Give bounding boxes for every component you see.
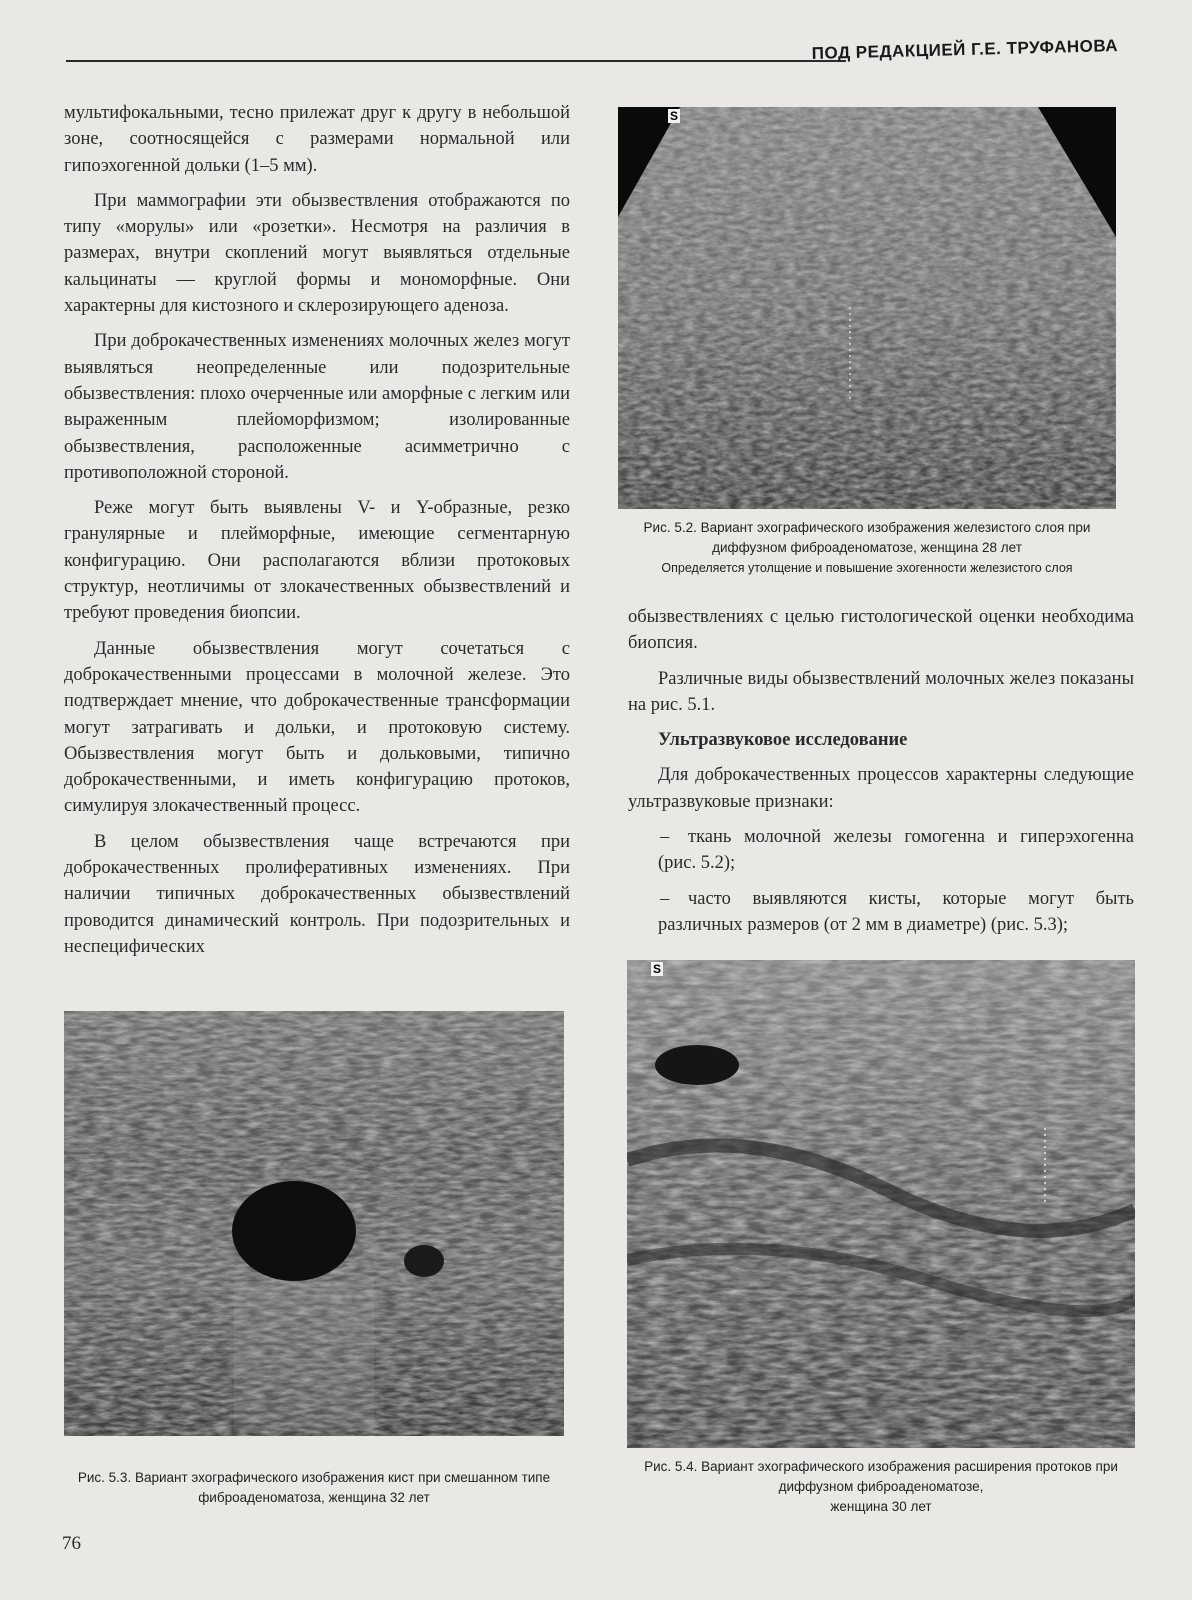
page-number: 76 bbox=[62, 1533, 81, 1554]
caption-text: Рис. 5.2. Вариант эхографического изображения железистого слоя при диффузном фиброаденоматозе, женщина 28 лет bbox=[643, 520, 1091, 555]
scan-orientation-marker: S bbox=[653, 962, 662, 976]
caption-text: Рис. 5.4. Вариант эхографического изображения расширения протоков при диффузном фиброаденоматозе, bbox=[644, 1459, 1118, 1494]
ultrasound-figure-5-4 bbox=[627, 960, 1135, 1448]
section-heading: Ультразвуковое исследование bbox=[658, 730, 908, 751]
list-item: – часто выявляются кисты, которые могут быть различных размеров (от 2 мм в диаметре) (рис. 5.3); bbox=[628, 886, 1134, 939]
figure-5-3-caption: Рис. 5.3. Вариант эхографического изображения кист при смешанном типе фиброаденоматоза, женщина 32 лет bbox=[77, 1470, 551, 1505]
paragraph: При маммографии эти обызвествления отображаются по типу «морулы» или «розетки». Несмотря на различия в размерах, внутри скоплений могут выявляться отдельные кальцинаты — круглой формы и мономорфные. Они характерны для кистозного и склерозирующего аденоза. bbox=[64, 190, 570, 317]
paragraph: Различные виды обызвествлений молочных желез показаны на рис. 5.1. bbox=[628, 668, 1134, 715]
right-text-column bbox=[628, 604, 1134, 947]
paragraph: мультифокальными, тесно прилежат друг к другу в небольшой зоне, соотносящейся с размерами нормальной или гипоэхогенной дольки (1–5 мм). bbox=[64, 103, 570, 176]
ultrasound-figure-5-2 bbox=[618, 107, 1116, 509]
ultrasound-image bbox=[64, 1011, 564, 1436]
paragraph: Данные обызвествления могут сочетаться с доброкачественными процессами в молочной железе. Это подтверждает мнение, что доброкачественные трансформации могут затрагивать и дольки, и протоковую систему. Обызвествления могут быть и дольковыми, типично доброкачественными, и иметь конфигурацию протоков, симулируя злокачественный процесс. bbox=[64, 638, 570, 817]
paragraph: При доброкачественных изменениях молочных желез могут выявляться неопределенные или подозрительные обызвествления: плохо очерченные или аморфные с легким или выраженным плейоморфизмом; изолированные обызвествления, расположенные асимметрично с противоположной стороной. bbox=[64, 331, 570, 483]
figure-5-2-caption bbox=[618, 518, 1116, 578]
scan-orientation-marker: S bbox=[670, 109, 679, 123]
paragraph: Для доброкачественных процессов характерны следующие ультразвуковые признаки: bbox=[628, 765, 1134, 812]
list-item: – ткань молочной железы гомогенна и гиперэхогенна (рис. 5.2); bbox=[628, 824, 1134, 877]
caption-note: Определяется утолщение и повышение эхогенности железистого слоя bbox=[661, 561, 1073, 575]
ultrasound-figure-5-3 bbox=[64, 1011, 564, 1436]
header-rule bbox=[66, 60, 846, 62]
paragraph: Реже могут быть выявлены V- и Y-образные, резко гранулярные и плейморфные, имеющие сегментарную конфигурацию. Они располагаются вблизи протоковых структур, неотличимы от злокачественных обызвествлений и требуют проведения биопсии. bbox=[64, 498, 570, 624]
paragraph: В целом обызвествления чаще встречаются при доброкачественных пролиферативных изменениях. При наличии типичных доброкачественных обызвествлений проводится динамический контроль. При подозрительных и неспецифических bbox=[64, 831, 570, 957]
running-header: ПОД РЕДАКЦИЕЙ Г.Е. ТРУФАНОВА bbox=[811, 35, 1119, 64]
left-text-column bbox=[64, 100, 570, 969]
figure-5-4-caption bbox=[627, 1457, 1135, 1517]
ultrasound-image bbox=[627, 960, 1135, 1448]
paragraph: обызвествлениях с целью гистологической оценки необходима биопсия. bbox=[628, 607, 1134, 654]
ultrasound-image bbox=[618, 107, 1116, 509]
caption-text: женщина 30 лет bbox=[830, 1499, 932, 1514]
